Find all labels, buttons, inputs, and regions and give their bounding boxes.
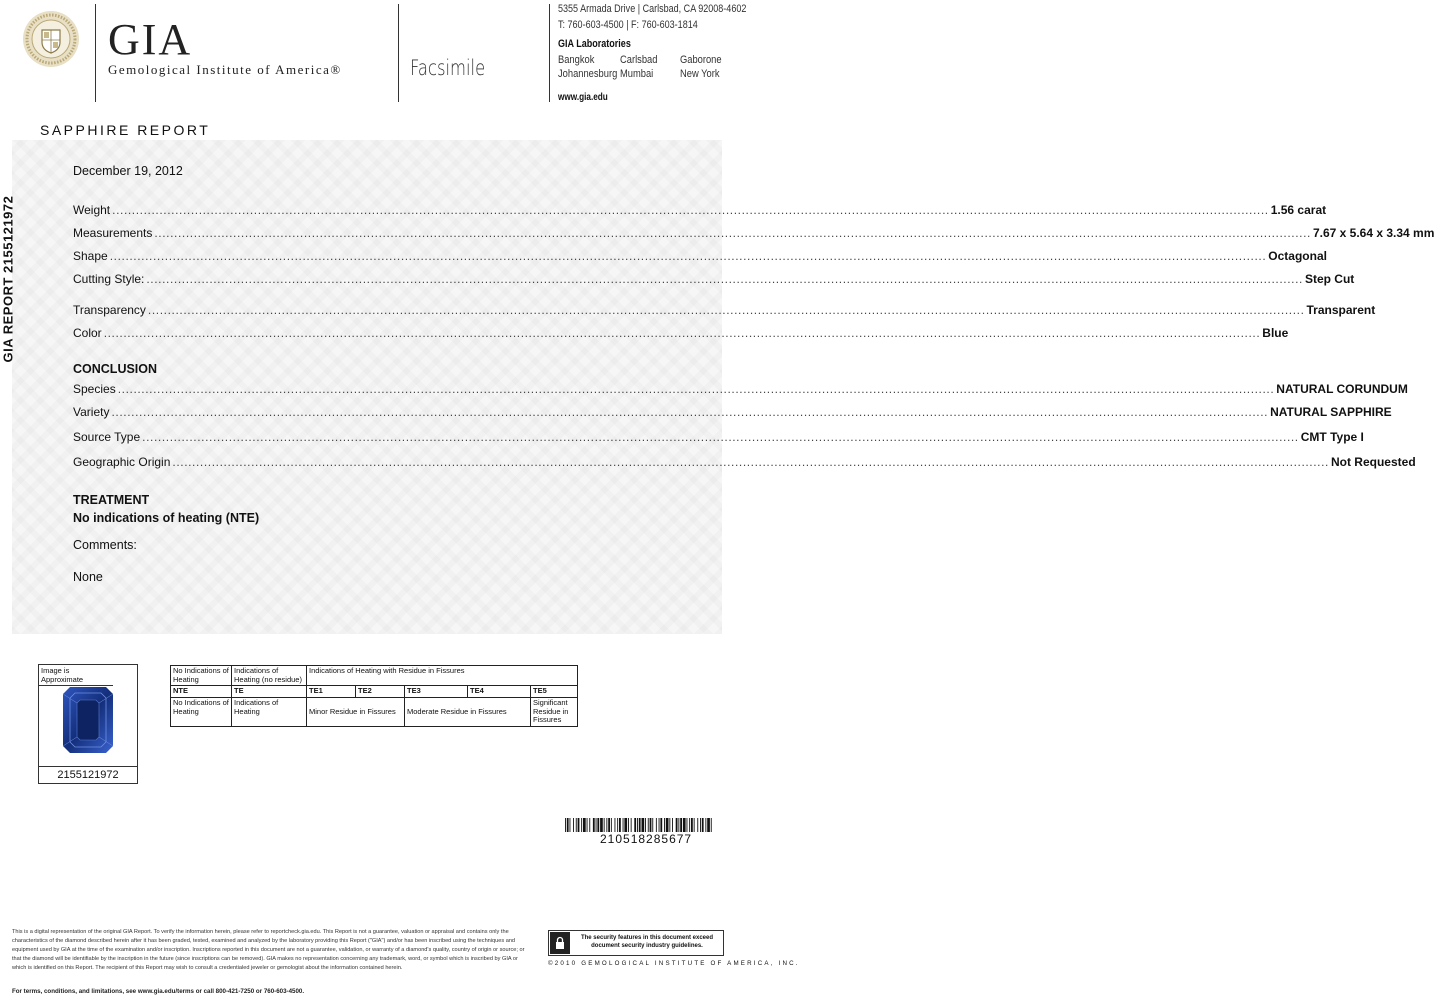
key-header-cell: Indications of Heating with Residue in Fissures (307, 666, 578, 686)
field-value: Octagonal (1268, 249, 1327, 263)
city: Johannesburg (558, 68, 618, 80)
field-value: 7.67 x 5.64 x 3.34 mm (1312, 226, 1434, 240)
field-shape (73, 249, 1327, 267)
key-header-cell: No Indications of Heating (171, 666, 232, 686)
key-desc-cell: Significant Residue in Fissures (531, 697, 578, 726)
phone-line: T: 760-603-4500 | F: 760-603-1814 (558, 19, 698, 31)
key-code-cell: TE4 (468, 686, 531, 698)
side-report-number: GIA REPORT 2155121972 (0, 195, 16, 363)
field-transparency (73, 303, 1376, 321)
field-label: Variety (73, 405, 110, 419)
city: Gaborone (680, 54, 722, 66)
security-notice (548, 930, 724, 956)
field-label: Weight (73, 203, 111, 217)
city: Mumbai (620, 68, 654, 80)
field-value: 1.56 carat (1270, 203, 1327, 217)
key-code-cell: TE (232, 686, 307, 698)
city: Bangkok (558, 54, 595, 66)
gia-logo-subtitle: Gemological Institute of America® (108, 62, 342, 77)
header-divider (549, 4, 550, 102)
key-code-cell: TE1 (307, 686, 356, 698)
key-desc-cell: Indications of Heating (232, 697, 307, 726)
key-header-cell: Indications of Heating (no residue) (232, 666, 307, 686)
key-desc-cell: No Indications of Heating (171, 697, 232, 726)
field-label: Source Type (73, 430, 141, 444)
city: New York (680, 68, 720, 80)
comments-value: None (73, 570, 103, 584)
facsimile-label: Facsimile (410, 56, 486, 80)
disclaimer-text: This is a digital representation of the original GIA Report. To verify the information herein, please refer to reportcheck.gia.edu. This Report is not a guarantee, valuation or appraisal and contains only the characteristics of the diamond described herein after it has been graded, tested, examined and analyzed by the laboratory providing this Report ("GIA") and/or has been inscribed using the techniques and equipment used by GIA at the time of the examination and/or inscription. Inscriptions reported in this document are not a guarantee, validation, or warranty of a diamond's quality, country of origin or source; or that the diamond will be identifiable by the inscription in the future (since inscriptions can be removed). GIA makes no representation concerning any trademark, word, or symbol which is inscribed by GIA or which is identified on this Report. The recipient of this Report may wish to consult a credentialed jeweler or gemologist about the information contained herein. (12, 929, 525, 972)
barcode-number: 210518285677 (600, 832, 693, 846)
field-value: NATURAL CORUNDUM (1276, 382, 1408, 396)
city: Carlsbad (620, 54, 658, 66)
field-label: Species (73, 382, 116, 396)
report-date: December 19, 2012 (73, 164, 183, 178)
treatment-result: No indications of heating (NTE) (73, 511, 260, 525)
stone-image-box (38, 664, 138, 784)
field-color (73, 326, 1289, 344)
labs-title: GIA Laboratories (558, 38, 631, 50)
key-code-cell: TE2 (356, 686, 405, 698)
field-label: Measurements (73, 226, 153, 240)
website-link[interactable]: www.gia.edu (558, 92, 608, 103)
field-label: Geographic Origin (73, 455, 171, 469)
comments-label: Comments: (73, 538, 137, 552)
field-value: Not Requested (1330, 455, 1416, 469)
address-line: 5355 Armada Drive | Carlsbad, CA 92008-4602 (558, 3, 747, 15)
image-caption: Image is Approximate (39, 665, 113, 686)
field-source-type (73, 430, 1364, 448)
field-cutting-style (73, 272, 1355, 290)
field-label: Cutting Style: (73, 272, 145, 286)
header-divider (398, 4, 399, 102)
key-code-cell: NTE (171, 686, 232, 698)
report-title: SAPPHIRE REPORT (40, 122, 211, 138)
key-code-cell: TE5 (531, 686, 578, 698)
terms-text: For terms, conditions, and limitations, see www.gia.edu/terms or call 800-421-7250 or 760-603-4500. (12, 988, 305, 995)
sapphire-image (63, 687, 113, 753)
conclusion-heading: CONCLUSION (73, 362, 158, 376)
copyright-text: ©2010 GEMOLOGICAL INSTITUTE OF AMERICA, INC. (548, 960, 800, 967)
field-label: Shape (73, 249, 108, 263)
header-divider (95, 4, 96, 102)
field-value: NATURAL SAPPHIRE (1270, 405, 1392, 419)
key-desc-cell: Moderate Residue in Fissures (405, 697, 531, 726)
field-value: Transparent (1306, 303, 1376, 317)
field-label: Color (73, 326, 102, 340)
lock-icon (550, 932, 570, 954)
gia-seal-icon (22, 10, 80, 68)
key-code-cell: TE3 (405, 686, 468, 698)
key-desc-cell: Minor Residue in Fissures (307, 697, 405, 726)
security-text: The security features in this document exceed document security industry guidelines. (580, 935, 714, 949)
field-value: CMT Type I (1300, 430, 1364, 444)
field-value: Blue (1262, 326, 1289, 340)
treatment-key-table (170, 665, 578, 727)
image-report-number: 2155121972 (39, 766, 137, 783)
field-geographic-origin (73, 455, 1416, 473)
field-measurements (73, 226, 1434, 244)
treatment-heading: TREATMENT (73, 493, 150, 507)
field-weight (73, 203, 1327, 221)
field-label: Transparency (73, 303, 146, 317)
gia-logo: GIA (108, 15, 193, 64)
barcode-icon (565, 818, 713, 832)
field-value: Step Cut (1304, 272, 1355, 286)
field-species (73, 382, 1408, 400)
field-variety (73, 405, 1392, 423)
